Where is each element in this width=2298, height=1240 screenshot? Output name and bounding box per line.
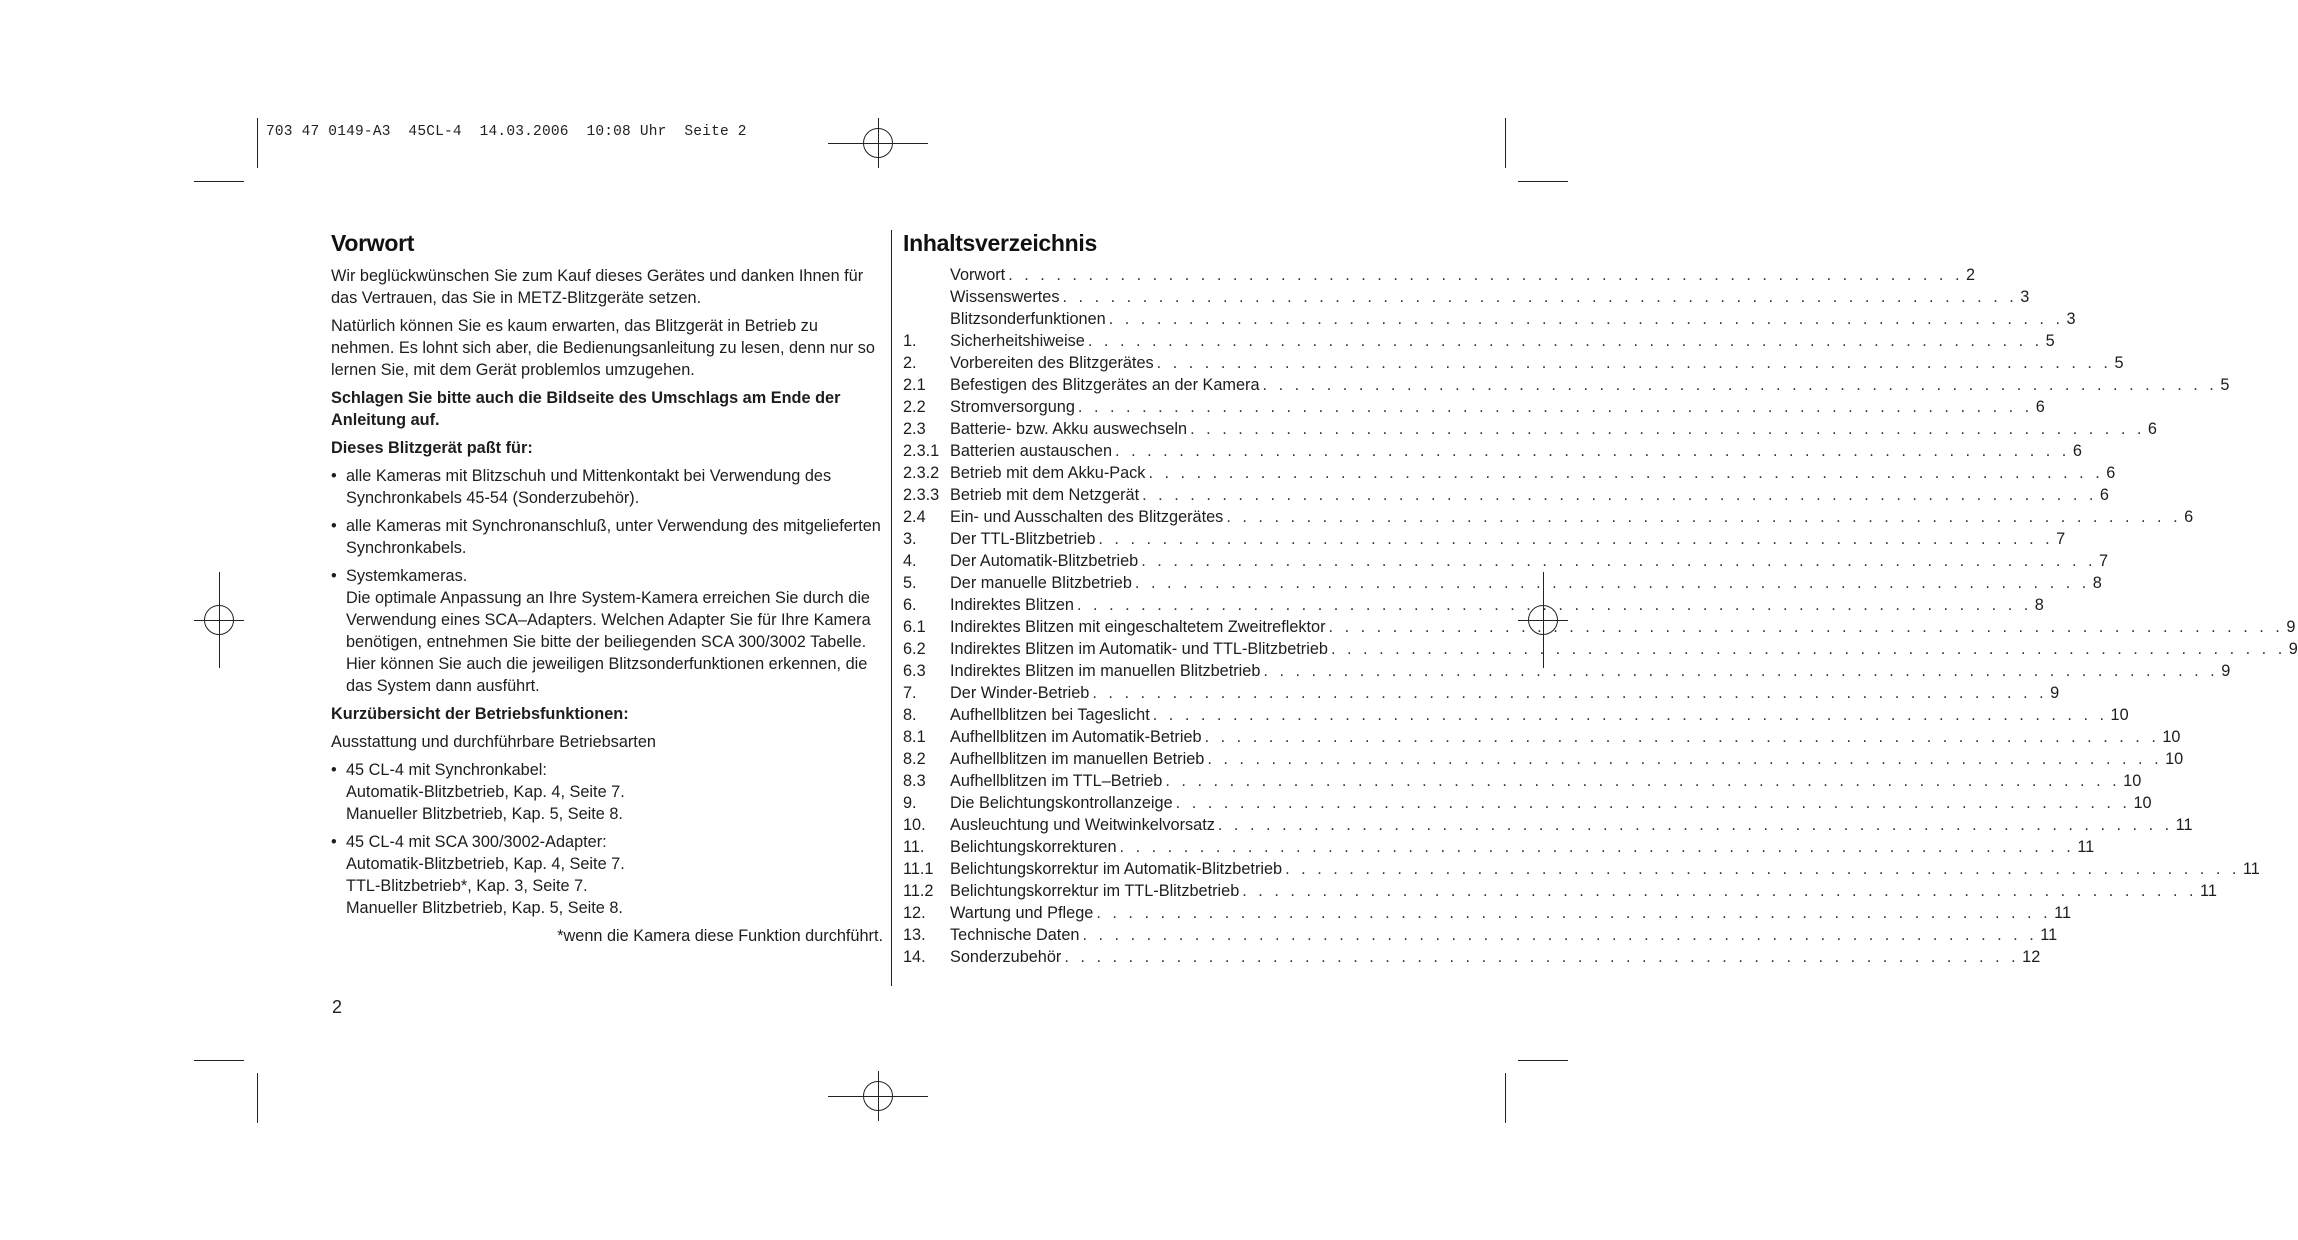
toc-entry xyxy=(903,572,2102,594)
toc-entry-title: Aufhellblitzen im manuellen Betrieb xyxy=(950,750,1205,768)
toc-entry xyxy=(903,506,2194,528)
toc-leader-dots: . . . . . . . . . . . . . . . . . . . . . . . . . . . . . . . . . . . . . . . . . . . . . . . . . . . . . . . . . . . . xyxy=(1142,486,2097,504)
toc-leader-dots: . . . . . . . . . . . . . . . . . . . . . . . . . . . . . . . . . . . . . . . . . . . . . . . . . . . . . . . . . . . . xyxy=(1062,288,2018,306)
bullet-item: • 45 CL-4 mit Synchronkabel: Automatik-Blitzbetrieb, Kap. 4, Seite 7. Manueller Blitzbetrieb, Kap. 5, Seite 8. xyxy=(331,759,883,825)
toc-entry-number: 8.1 xyxy=(903,728,926,746)
toc-entry-page: 6 xyxy=(2035,398,2045,416)
toc-entry-number: 8. xyxy=(903,706,917,724)
toc-entry-number: 4. xyxy=(903,552,917,570)
toc-entry-page: 10 xyxy=(2133,794,2152,812)
toc-entry xyxy=(903,660,2231,682)
toc-leader-dots: . . . . . . . . . . . . . . . . . . . . . . . . . . . . . . . . . . . . . . . . . . . . . . . . . . . . . . . . . . . . xyxy=(1330,640,2286,658)
toc-leader-dots: . . . . . . . . . . . . . . . . . . . . . . . . . . . . . . . . . . . . . . . . . . . . . . . . . . . . . . . . . . . . xyxy=(1141,552,2097,570)
bullet-item: • alle Kameras mit Synchronanschluß, unter Verwendung des mitgelieferten Synchronkabels. xyxy=(331,515,883,559)
toc-entry xyxy=(903,924,2058,946)
toc-entry-page: 9 xyxy=(2286,618,2296,636)
toc-leader-dots: . . . . . . . . . . . . . . . . . . . . . . . . . . . . . . . . . . . . . . . . . . . . . . . . . . . . . . . . . . . . xyxy=(1092,684,2048,702)
toc-entry-page: 12 xyxy=(2022,948,2041,966)
toc-leader-dots: . . . . . . . . . . . . . . . . . . . . . . . . . . . . . . . . . . . . . . . . . . . . . . . . . . . . . . . . . . . . xyxy=(1082,926,2038,944)
toc-entry-page: 8 xyxy=(2034,596,2044,614)
toc-entry-title: Indirektes Blitzen im Automatik- und TTL-Blitzbetrieb xyxy=(950,640,1328,658)
toc-entry-page: 11 xyxy=(2175,816,2193,834)
toc-leader-dots: . . . . . . . . . . . . . . . . . . . . . . . . . . . . . . . . . . . . . . . . . . . . . . . . . . . . . . . . . . . . xyxy=(1285,860,2240,878)
bullet-item: • 45 CL-4 mit SCA 300/3002-Adapter: Automatik-Blitzbetrieb, Kap. 4, Seite 7. TTL-Blitzbetrieb*, Kap. 3, Seite 7. Manueller Blitzbetrieb, Kap. 5, Seite 8. xyxy=(331,831,883,919)
toc-entry-title: Technische Daten xyxy=(950,926,1080,944)
toc-entry xyxy=(903,308,2076,330)
toc-entry-title: Indirektes Blitzen xyxy=(950,596,1074,614)
toc-entry xyxy=(903,550,2109,572)
bold-note: Schlagen Sie bitte auch die Bildseite des Umschlags am Ende der Anleitung auf. xyxy=(331,389,841,429)
crop-mark xyxy=(194,1060,244,1061)
toc-entry-number: 1. xyxy=(903,332,917,350)
toc-entry-number: 8.3 xyxy=(903,772,926,790)
toc-entry-title: Die Belichtungskontrollanzeige xyxy=(950,794,1173,812)
toc-entry-page: 9 xyxy=(2221,662,2231,680)
toc-entry xyxy=(903,374,2230,396)
footnote: *wenn die Kamera diese Funktion durchführt. xyxy=(557,927,883,945)
toc-leader-dots: . . . . . . . . . . . . . . . . . . . . . . . . . . . . . . . . . . . . . . . . . . . . . . . . . . . . . . . . . . . . xyxy=(1098,530,2054,548)
toc-entry-number: 10. xyxy=(903,816,926,834)
toc-entry xyxy=(903,462,2116,484)
toc-leader-dots: . . . . . . . . . . . . . . . . . . . . . . . . . . . . . . . . . . . . . . . . . . . . . . . . . . . . . . . . . . . . xyxy=(1207,750,2163,768)
toc-entry xyxy=(903,792,2152,814)
toc-leader-dots: . . . . . . . . . . . . . . . . . . . . . . . . . . . . . . . . . . . . . . . . . . . . . . . . . . . . . . . . . . . . xyxy=(1152,706,2108,724)
bullet-item: • Systemkameras. Die optimale Anpassung an Ihre System-Kamera erreichen Sie durch die Verwendung eines SCA–Adapters. Welchen Adapter Sie für Ihre Kamera benötigen, entnehmen Sie bitte der beiliegenden SCA 300/3002 Tabelle. Hier können Sie auch die jeweiligen Blitzsonderfunktionen erkennen, die das System dann ausführt. xyxy=(331,565,883,697)
toc-entry-page: 7 xyxy=(2099,552,2109,570)
toc-leader-dots: . . . . . . . . . . . . . . . . . . . . . . . . . . . . . . . . . . . . . . . . . . . . . . . . . . . . . . . . . . . . xyxy=(1204,728,2160,746)
toc-entry-title: Belichtungskorrektur im TTL-Blitzbetrieb xyxy=(950,882,1240,900)
toc-entry-page: 6 xyxy=(2099,486,2109,504)
print-slug: 703 47 0149-A3 45CL-4 14.03.2006 10:08 Uhr Seite 2 xyxy=(266,124,747,140)
toc-leader-dots: . . . . . . . . . . . . . . . . . . . . . . . . . . . . . . . . . . . . . . . . . . . . . . . . . . . . . . . . . . . . xyxy=(1328,618,2284,636)
registration-circle xyxy=(204,605,234,635)
toc-entry xyxy=(903,748,2184,770)
toc-entry xyxy=(903,704,2129,726)
toc-entry-page: 7 xyxy=(2056,530,2066,548)
toc-entry-title: Batterie- bzw. Akku auswechseln xyxy=(950,420,1188,438)
toc-entry xyxy=(903,880,2217,902)
page-number: 2 xyxy=(332,997,343,1017)
toc-leader-dots: . . . . . . . . . . . . . . . . . . . . . . . . . . . . . . . . . . . . . . . . . . . . . . . . . . . . . . . . . . . . xyxy=(1115,442,2070,460)
toc-leader-dots: . . . . . . . . . . . . . . . . . . . . . . . . . . . . . . . . . . . . . . . . . . . . . . . . . . . . . . . . . . . . xyxy=(1190,420,2145,438)
preface-title: Vorwort xyxy=(331,230,415,256)
intro-paragraph: Wir beglückwünschen Sie zum Kauf dieses Gerätes und danken Ihnen für das Vertrauen, das Sie in METZ-Blitzgeräte setzen. xyxy=(331,267,864,307)
toc-leader-dots: . . . . . . . . . . . . . . . . . . . . . . . . . . . . . . . . . . . . . . . . . . . . . . . . . . . . . . . . . . . . xyxy=(1263,662,2219,680)
crop-mark xyxy=(1518,1060,1568,1061)
toc-entry-number: 3. xyxy=(903,530,917,548)
toc-entry-page: 6 xyxy=(2072,442,2082,460)
toc-entry xyxy=(903,528,2066,550)
toc-entry-title: Indirektes Blitzen mit eingeschaltetem Zweitreflektor xyxy=(950,618,1326,636)
toc-entry xyxy=(903,946,2041,968)
bullet-item: • alle Kameras mit Blitzschuh und Mittenkontakt bei Verwendung des Synchronkabels 45-54 (Sonderzubehör). xyxy=(331,465,883,509)
toc-title: Inhaltsverzeichnis xyxy=(903,230,1098,256)
toc-entry-number: 2. xyxy=(903,354,917,372)
registration-circle xyxy=(863,128,893,158)
toc-entry-title: Aufhellblitzen bei Tageslicht xyxy=(950,706,1150,724)
toc-entry xyxy=(903,902,2072,924)
toc-entry xyxy=(903,440,2082,462)
toc-entry-title: Sicherheitshiweise xyxy=(950,332,1085,350)
toc-entry xyxy=(903,726,2181,748)
toc-leader-dots: . . . . . . . . . . . . . . . . . . . . . . . . . . . . . . . . . . . . . . . . . . . . . . . . . . . . . . . . . . . . xyxy=(1108,310,2064,328)
crop-mark xyxy=(257,118,258,168)
toc-entry-title: Belichtungskorrektur im Automatik-Blitzbetrieb xyxy=(950,860,1283,878)
toc-entry-page: 5 xyxy=(2045,332,2055,350)
toc-entry-number: 2.3.3 xyxy=(903,486,940,504)
toc-entry-title: Vorwort xyxy=(950,266,1006,284)
toc-entry xyxy=(903,484,2109,506)
fits-heading: Dieses Blitzgerät paßt für: xyxy=(331,439,533,457)
toc-entry-number: 6.3 xyxy=(903,662,926,680)
toc-entry-title: Aufhellblitzen im Automatik-Betrieb xyxy=(950,728,1202,746)
toc-entry-page: 5 xyxy=(2220,376,2230,394)
toc-entry-page: 10 xyxy=(2165,750,2184,768)
toc-entry-number: 13. xyxy=(903,926,926,944)
toc-entry-number: 9. xyxy=(903,794,917,812)
toc-entry-title: Der Automatik-Blitzbetrieb xyxy=(950,552,1139,570)
toc-entry xyxy=(903,264,1976,286)
toc-leader-dots: . . . . . . . . . . . . . . . . . . . . . . . . . . . . . . . . . . . . . . . . . . . . . . . . . . . . . . . . . . . . xyxy=(1064,948,2020,966)
toc-entry-title: Ausleuchtung und Weitwinkelvorsatz xyxy=(950,816,1215,834)
toc-entry-page: 9 xyxy=(2050,684,2060,702)
toc-leader-dots: . . . . . . . . . . . . . . . . . . . . . . . . . . . . . . . . . . . . . . . . . . . . . . . . . . . . . . . . . . . . xyxy=(1077,398,2033,416)
toc-entry-title: Betrieb mit dem Netzgerät xyxy=(950,486,1140,504)
toc-entry-page: 6 xyxy=(2184,508,2194,526)
crop-mark xyxy=(1518,181,1568,182)
toc-entry-number: 11.2 xyxy=(903,882,934,900)
toc-entry xyxy=(903,836,2095,858)
toc-leader-dots: . . . . . . . . . . . . . . . . . . . . . . . . . . . . . . . . . . . . . . . . . . . . . . . . . . . . . . . . . . . . xyxy=(1008,266,1963,284)
toc-entry-page: 3 xyxy=(2020,288,2030,306)
toc-leader-dots: . . . . . . . . . . . . . . . . . . . . . . . . . . . . . . . . . . . . . . . . . . . . . . . . . . . . . . . . . . . . xyxy=(1242,882,2198,900)
toc-entry-title: Ein- und Ausschalten des Blitzgerätes xyxy=(950,508,1224,526)
toc-entry-number: 11. xyxy=(903,838,925,856)
toc-leader-dots: . . . . . . . . . . . . . . . . . . . . . . . . . . . . . . . . . . . . . . . . . . . . . . . . . . . . . . . . . . . . xyxy=(1262,376,2218,394)
toc-entry-page: 5 xyxy=(2114,354,2124,372)
crop-mark xyxy=(257,1073,258,1123)
toc-entry-number: 12. xyxy=(903,904,926,922)
crop-mark xyxy=(194,181,244,182)
summary-heading: Kurzübersicht der Betriebsfunktionen: xyxy=(331,705,629,723)
toc-entry xyxy=(903,682,2060,704)
toc-entry-number: 5. xyxy=(903,574,917,592)
toc-entry-title: Stromversorgung xyxy=(950,398,1075,416)
toc-entry-title: Sonderzubehör xyxy=(950,948,1062,966)
toc-entry-number: 6.1 xyxy=(903,618,926,636)
toc-entry-page: 8 xyxy=(2092,574,2102,592)
toc-entry xyxy=(903,594,2044,616)
toc-entry-page: 10 xyxy=(2123,772,2142,790)
toc-leader-dots: . . . . . . . . . . . . . . . . . . . . . . . . . . . . . . . . . . . . . . . . . . . . . . . . . . . . . . . . . . . . xyxy=(1226,508,2182,526)
toc-entry xyxy=(903,396,2045,418)
registration-circle xyxy=(863,1081,893,1111)
toc-leader-dots: . . . . . . . . . . . . . . . . . . . . . . . . . . . . . . . . . . . . . . . . . . . . . . . . . . . . . . . . . . . . xyxy=(1175,794,2131,812)
toc-entry-number: 14. xyxy=(903,948,926,966)
toc-leader-dots: . . . . . . . . . . . . . . . . . . . . . . . . . . . . . . . . . . . . . . . . . . . . . . . . . . . . . . . . . . . . xyxy=(1119,838,2075,856)
toc-leader-dots: . . . . . . . . . . . . . . . . . . . . . . . . . . . . . . . . . . . . . . . . . . . . . . . . . . . . . . . . . . . . xyxy=(1134,574,2090,592)
toc-entry-page: 11 xyxy=(2200,882,2217,900)
toc-entry xyxy=(903,858,2260,880)
toc-entry-number: 6.2 xyxy=(903,640,926,658)
toc-entry-number: 2.3 xyxy=(903,420,926,438)
toc-entry-page: 10 xyxy=(2110,706,2129,724)
toc-entry-page: 11 xyxy=(2242,860,2260,878)
table-of-contents xyxy=(903,264,2298,968)
toc-entry-page: 3 xyxy=(2066,310,2076,328)
toc-entry xyxy=(903,770,2142,792)
toc-leader-dots: . . . . . . . . . . . . . . . . . . . . . . . . . . . . . . . . . . . . . . . . . . . . . . . . . . . . . . . . . . . . xyxy=(1076,596,2032,614)
toc-entry-page: 10 xyxy=(2162,728,2181,746)
crop-mark xyxy=(1505,118,1506,168)
toc-entry-title: Aufhellblitzen im TTL–Betrieb xyxy=(950,772,1163,790)
column-divider xyxy=(891,230,892,986)
toc-entry-title: Vorbereiten des Blitzgerätes xyxy=(950,354,1154,372)
toc-entry-page: 11 xyxy=(2054,904,2072,922)
toc-leader-dots: . . . . . . . . . . . . . . . . . . . . . . . . . . . . . . . . . . . . . . . . . . . . . . . . . . . . . . . . . . . . xyxy=(1156,354,2112,372)
toc-entry-title: Der Winder-Betrieb xyxy=(950,684,1090,702)
toc-entry-page: 9 xyxy=(2288,640,2298,658)
toc-entry-number: 2.4 xyxy=(903,508,926,526)
toc-entry-title: Blitzsonderfunktionen xyxy=(950,310,1106,328)
toc-entry-title: Wartung und Pflege xyxy=(950,904,1094,922)
toc-entry xyxy=(903,638,2298,660)
toc-entry-number: 2.3.2 xyxy=(903,464,940,482)
toc-entry-number: 6. xyxy=(903,596,917,614)
toc-entry-title: Wissenswertes xyxy=(950,288,1060,306)
toc-entry-number: 7. xyxy=(903,684,917,702)
toc-entry-page: 6 xyxy=(2147,420,2157,438)
toc-entry-page: 11 xyxy=(2040,926,2058,944)
toc-entry xyxy=(903,616,2296,638)
toc-entry-page: 2 xyxy=(1966,266,1976,284)
toc-entry xyxy=(903,352,2124,374)
toc-entry-title: Der manuelle Blitzbetrieb xyxy=(950,574,1132,592)
toc-leader-dots: . . . . . . . . . . . . . . . . . . . . . . . . . . . . . . . . . . . . . . . . . . . . . . . . . . . . . . . . . . . . xyxy=(1148,464,2104,482)
toc-entry-title: Indirektes Blitzen im manuellen Blitzbetrieb xyxy=(950,662,1261,680)
toc-leader-dots: . . . . . . . . . . . . . . . . . . . . . . . . . . . . . . . . . . . . . . . . . . . . . . . . . . . . . . . . . . . . xyxy=(1096,904,2052,922)
toc-entry-title: Der TTL-Blitzbetrieb xyxy=(950,530,1096,548)
toc-entry-number: 11.1 xyxy=(903,860,934,878)
preface-body xyxy=(331,265,883,953)
toc-entry-page: 11 xyxy=(2077,838,2095,856)
toc-leader-dots: . . . . . . . . . . . . . . . . . . . . . . . . . . . . . . . . . . . . . . . . . . . . . . . . . . . . . . . . . . . . xyxy=(1087,332,2043,350)
toc-entry-title: Betrieb mit dem Akku-Pack xyxy=(950,464,1146,482)
toc-entry-number: 8.2 xyxy=(903,750,926,768)
toc-entry-title: Belichtungskorrekturen xyxy=(950,838,1117,856)
toc-leader-dots: . . . . . . . . . . . . . . . . . . . . . . . . . . . . . . . . . . . . . . . . . . . . . . . . . . . . . . . . . . . . xyxy=(1217,816,2173,834)
toc-entry-page: 6 xyxy=(2106,464,2116,482)
toc-leader-dots: . . . . . . . . . . . . . . . . . . . . . . . . . . . . . . . . . . . . . . . . . . . . . . . . . . . . . . . . . . . . xyxy=(1165,772,2121,790)
toc-entry xyxy=(903,418,2157,440)
toc-entry xyxy=(903,814,2193,836)
toc-entry xyxy=(903,286,2030,308)
summary-subheading: Ausstattung und durchführbare Betriebsarten xyxy=(331,733,656,751)
toc-entry xyxy=(903,330,2055,352)
toc-entry-number: 2.1 xyxy=(903,376,926,394)
toc-entry-title: Batterien austauschen xyxy=(950,442,1113,460)
toc-entry-number: 2.3.1 xyxy=(903,442,940,460)
toc-entry-number: 2.2 xyxy=(903,398,926,416)
toc-entry-title: Befestigen des Blitzgerätes an der Kamera xyxy=(950,376,1260,394)
intro-paragraph: Natürlich können Sie es kaum erwarten, das Blitzgerät in Betrieb zu nehmen. Es lohnt sich aber, die Bedienungsanleitung zu lesen, denn nur so lernen Sie, mit dem Gerät problemlos umzugehen. xyxy=(331,317,875,379)
crop-mark xyxy=(1505,1073,1506,1123)
